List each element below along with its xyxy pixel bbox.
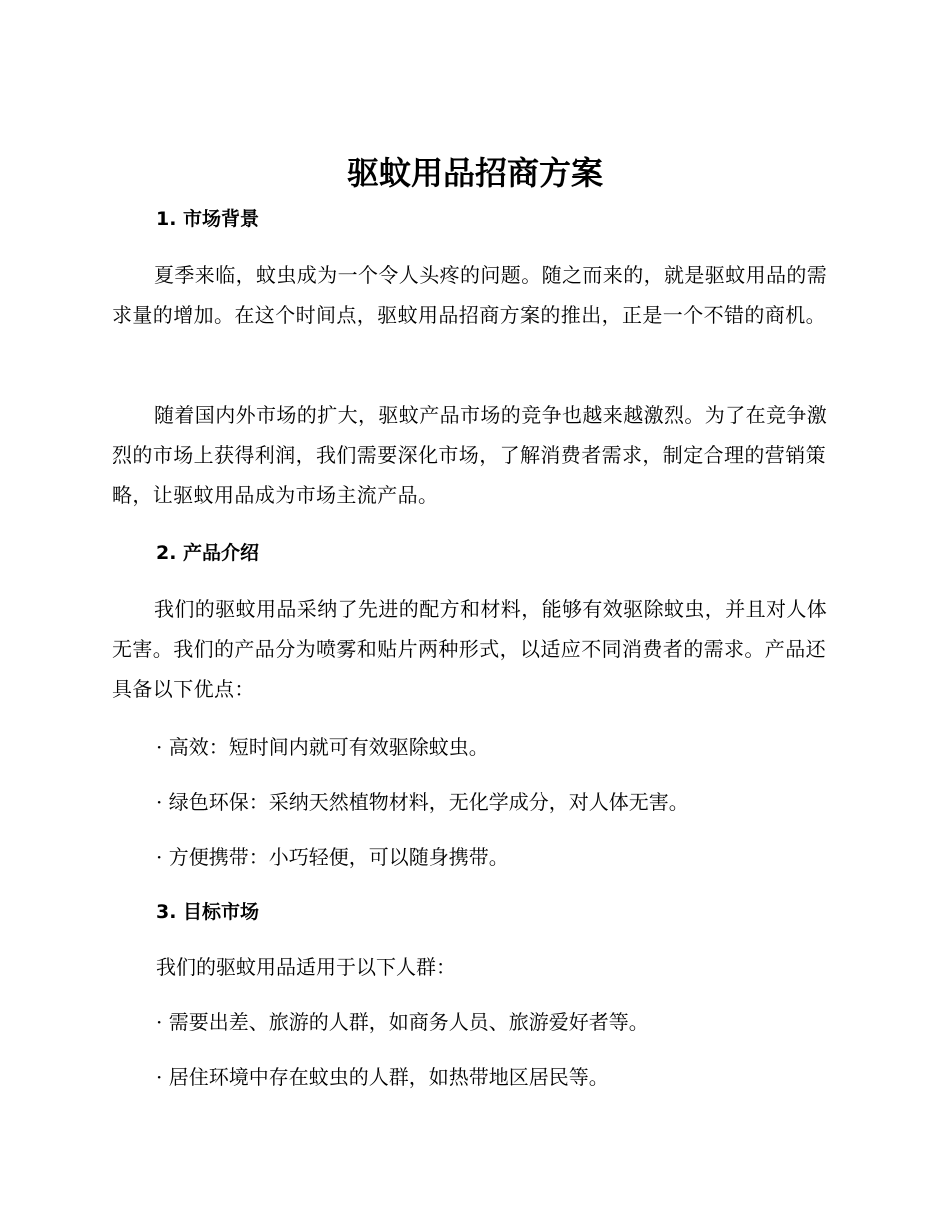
section-heading-market-background: 1. 市场背景 [156,208,260,230]
document-title: 驱蚊用品招商方案 [346,154,603,192]
paragraph-product-intro: 我们的驱蚊用品采纳了先进的配方和材料，能够有效驱除蚊虫，并且对人体无害。我们的产品分为喷雾和贴片两种形式，以适应不同消费者的需求。产品还具备以下优点： [112,597,828,701]
section-heading-target-market: 3. 目标市场 [156,901,260,923]
target-market-intro: 我们的驱蚊用品适用于以下人群： [156,955,456,979]
paragraph-market-background-2: 随着国内外市场的扩大，驱蚊产品市场的竞争也越来越激烈。为了在竞争激烈的市场上获得利润，我们需要深化市场，了解消费者需求，制定合理的营销策略，让驱蚊用品成为市场主流产品。 [112,403,828,507]
bullet-efficient: · 高效：短时间内就可有效驱除蚊虫。 [156,735,489,759]
bullet-eco-friendly: · 绿色环保：采纳天然植物材料，无化学成分，对人体无害。 [156,790,689,814]
paragraph-market-background-1: 夏季来临，蚊虫成为一个令人头疼的问题。随之而来的，就是驱蚊用品的需求量的增加。在这个时间点，驱蚊用品招商方案的推出，正是一个不错的商机。 [112,263,828,327]
bullet-portable: · 方便携带：小巧轻便，可以随身携带。 [156,845,509,869]
bullet-travelers: · 需要出差、旅游的人群，如商务人员、旅游爱好者等。 [156,1010,649,1034]
section-heading-product-intro: 2. 产品介绍 [156,542,260,564]
bullet-residents: · 居住环境中存在蚊虫的人群，如热带地区居民等。 [156,1065,609,1089]
